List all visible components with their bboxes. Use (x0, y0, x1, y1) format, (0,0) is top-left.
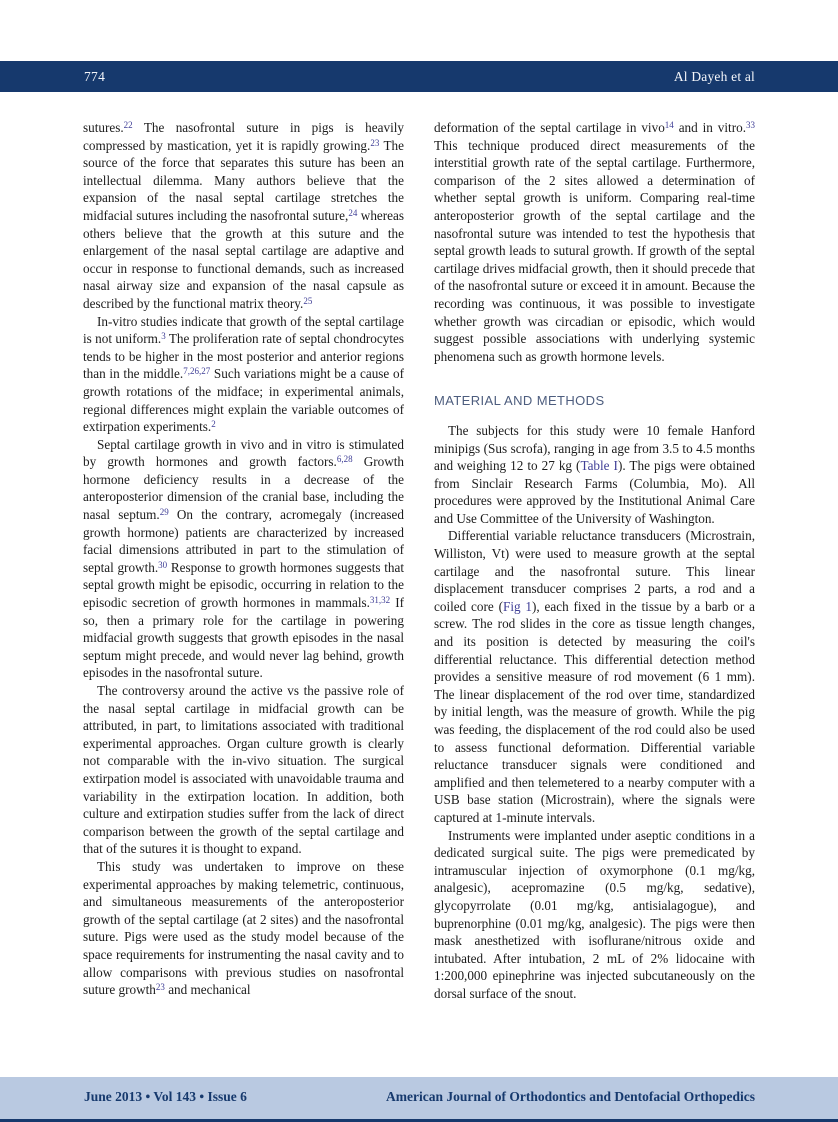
citation-superscript-link[interactable]: 2 (211, 419, 216, 430)
body-paragraph: sutures.$^{22}$ The nasofrontal suture in pigs is heavily compressed by mastication, yet it is rapidly growing.$^{23}$ The source of the force that separates this suture has been an intellectual dilemma. Many authors believe that the expansion of the nasal septal cartilage stretches the midfacial sutures including the nasofrontal suture,$^{24}$ whereas others believe that the growth at this suture and the enlargement of the nasal septal cartilage are adaptive and occur in response to functional demands, such as increased nasal airway size and expansion of the nasal capsule as described by the functional matrix theory.$^{25}$ (83, 119, 404, 311)
body-paragraph: This study was undertaken to improve on these experimental approaches by making telemetric, continuous, and simultaneous measurements of the anteroposterior growth of the septal cartilage (at 2 sites) and the nasofrontal suture. Pigs were used as the study model because of the space requirements for instrumenting the nasal cavity and to allow comparisons with previous studies on nasofrontal suture growth$^{23}$ and mechanical (83, 858, 404, 998)
article-body (83, 119, 755, 1003)
body-paragraph: The controversy around the active vs the passive role of the nasal septal cartilage in midfacial growth can be attributed, in part, to limitations associated with traditional experimental approaches. Organ culture growth is clearly not comparable with the in-vivo situation. The surgical extirpation model is associated with unavoidable trauma and variability in the extirpation location. In addition, both culture and extirpation studies suffer from the lack of direct comparison between the growth of the septal cartilage and that of the sutures it is thought to expand. (83, 683, 404, 857)
section-heading: MATERIAL AND METHODS (434, 393, 605, 409)
page-header-bar (0, 61, 838, 92)
left-column (83, 119, 404, 1003)
body-paragraph: Differential variable reluctance transducers (Microstrain, Williston, Vt) were used to measure growth at the septal cartilage and the nasofrontal suture. This linear displacement transducer comprises 2 parts, a rod and a coiled core (Fig 1), each fixed in the tissue by a barb or a screw. The rod slides in the core as tissue length changes, and its position is detected by measuring the coil's differential reluctance. This differential detection method provides a sensitive measure of rod movement (6 1 mm). The linear displacement of the rod over time, standardized by initial length, was the measure of growth. While the pig was feeding, the displacement of the rod could also be used to assess functional deformation. Differential variable reluctance transducer signals were conditioned and amplified and then telemetered to a nearby computer with a USB base station (Microstrain), where the signals were captured at 1-minute intervals. (434, 528, 756, 825)
body-paragraph: Septal cartilage growth in vivo and in vitro is stimulated by growth hormones and growth factors.$^{6,28}$ Growth hormone deficiency results in a decrease of the anteroposterior dimension of the cranial base, including the nasal septum.$^{29}$ On the contrary, acromegaly (increased growth hormone) patients are characterized by increased facial dimensions attributed in part to the stimulation of septal growth.$^{30}$ Response to growth hormones suggests that septal growth might be episodic, occurring in relation to the episodic secretion of growth hormones in mammals.$^{31,32}$ If so, then a primary role for the cartilage in powering midfacial growth suggests that growth episodes in the nasal septum might precede, and would never lag behind, growth episodes in the nasofrontal suture. (83, 436, 404, 681)
citation-superscript-link[interactable]: 25 (303, 295, 313, 306)
running-title: Al Dayeh et al (673, 68, 755, 84)
body-paragraph: Instruments were implanted under aseptic conditions in a dedicated surgical suite. The pigs were premedicated by intramuscular injection of oxymorphone (0.1 mg/kg, analgesic), acepromazine (0.5 mg/kg, sedative), glycopyrrolate (0.01 mg/kg, antisialagogue), and buprenorphine (0.01 mg/kg, analgesic). The pigs were then mask anesthetized with isoflurane/nitrous oxide and intubated. After intubation, 2 mL of 2% lidocaine with 1:200,000 epinephrine was injected subcutaneously on the dorsal surface of the snout. (434, 827, 755, 1001)
citation-superscript-link[interactable]: 7,26,27 (183, 366, 211, 377)
page-number: 774 (84, 68, 106, 84)
citation-superscript-link[interactable]: 23 (155, 982, 165, 993)
body-paragraph: deformation of the septal cartilage in vivo$^{14}$ and in vitro.$^{33}$ This technique produced direct measurements of the interstitial growth rate of the septal cartilage. Furthermore, comparison of the 2 sites allowed a determination of whether septal growth is uniform. Comparing real-time anteroposterior growth of the septal cartilage and the nasofrontal suture was intended to test the hypothesis that septal growth leads to sutural growth. If growth of the septal cartilage drives midfacial growth, then it should precede that of the nasofrontal suture or exceed it in amount. Because the recording was continuous, it was possible to investigate whether growth was circadian or episodic, which would suggest possible associations with underlying systemic phenomena such as growth hormone levels. (434, 119, 755, 364)
citation-superscript-link[interactable]: 6,28 (336, 454, 353, 465)
footer-journal-name: American Journal of Orthodontics and Dentofacial Orthopedics (386, 1089, 755, 1104)
cross-reference-link[interactable]: Table I (580, 458, 618, 474)
footer-issue-info: June 2013 • Vol 143 • Issue 6 (84, 1089, 247, 1104)
citation-superscript-link[interactable]: 24 (348, 207, 358, 218)
page-footer-bar (0, 1077, 838, 1122)
citation-superscript-link[interactable]: 3 (161, 331, 166, 342)
citation-superscript-link[interactable]: 31,32 (369, 594, 391, 605)
citation-superscript-link[interactable]: 22 (123, 119, 133, 130)
body-paragraph: The subjects for this study were 10 female Hanford minipigs (Sus scrofa), ranging in age from 3.5 to 4.5 months and weighing 12 to 27 kg (Table I). The pigs were obtained from Sinclair Research Farms (Columbia, Mo). All procedures were approved by the Institutional Animal Care and Use Committee of the University of Washington. (434, 422, 755, 526)
citation-superscript-link[interactable]: 30 (158, 559, 168, 570)
right-column (434, 119, 755, 1003)
citation-superscript-link[interactable]: 33 (746, 119, 755, 130)
body-paragraph: In-vitro studies indicate that growth of the septal cartilage is not uniform.$^3$ The proliferation rate of septal chondrocytes tends to be higher in the most posterior and anterior regions than in the middle.$^{7,26,27}$ Such variations might be a cause of growth rotations of the midface; in experimental animals, regional differences might explain the variable outcomes of extirpation experiments.$^2$ (83, 313, 404, 435)
citation-superscript-link[interactable]: 14 (664, 119, 674, 130)
citation-superscript-link[interactable]: 23 (370, 137, 380, 148)
cross-reference-link[interactable]: Fig 1 (502, 598, 533, 614)
citation-superscript-link[interactable]: 29 (159, 507, 169, 518)
